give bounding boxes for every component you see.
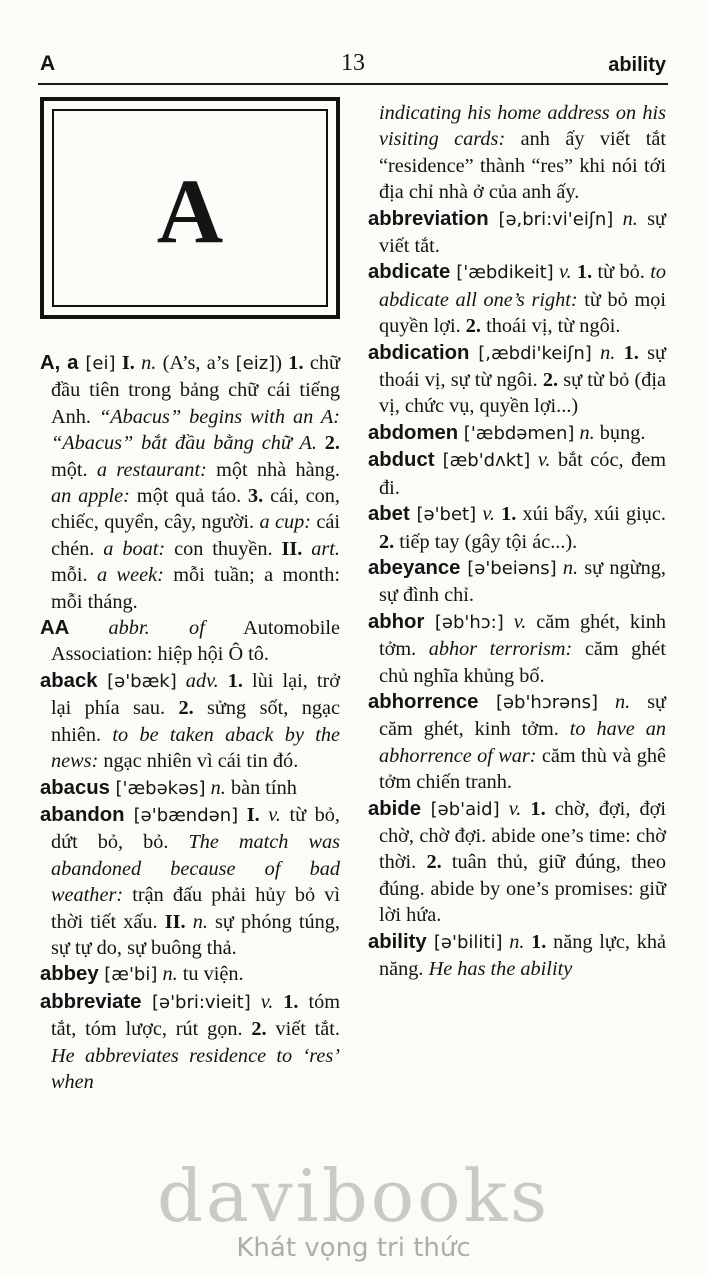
definition-text: sự ngừng, sự đình chỉ.	[379, 556, 666, 607]
section-letter-inner-frame	[52, 109, 328, 307]
italic-text: adv.	[185, 669, 219, 692]
definition-text: một.	[51, 458, 97, 481]
definition-text: (A’s, a’s	[156, 352, 236, 374]
headword: abbreviate	[40, 990, 152, 1013]
headword: abide	[368, 797, 431, 820]
definition-text: tóm tắt, tóm lược, rút gọn.	[51, 990, 340, 1041]
sense-number: 2.	[542, 369, 564, 392]
dictionary-entry	[368, 447, 666, 501]
definition-text: từ bỏ, dứt bỏ, bỏ.	[51, 803, 341, 854]
headword: aback	[40, 669, 108, 692]
sense-number: 1.	[288, 352, 310, 374]
sense-number: 2.	[465, 315, 487, 338]
definition-text: căm ghét chủ nghĩa khủng bố.	[379, 638, 667, 687]
headword: AA	[40, 617, 109, 640]
entry-continuation	[368, 100, 666, 206]
definition-text: Automobile Association: hiệp hội Ô tô.	[51, 617, 340, 666]
sense-number: II.	[164, 910, 193, 933]
headword: A, a	[40, 352, 86, 374]
sense-number: 1.	[494, 503, 523, 526]
definition-text: từ bỏ mọi quyền lợi.	[379, 288, 667, 338]
definition-text: sự từ bỏ (địa vị, chức vụ, quyền lợi...)	[379, 369, 666, 418]
pronunciation: [əb'hɔrəns]	[495, 691, 599, 713]
sense-number: 3.	[248, 485, 271, 508]
italic-text: n.	[579, 421, 595, 444]
definition-text: một quả táo.	[129, 485, 249, 508]
italic-text: v.	[508, 797, 522, 820]
sense-number: 2.	[316, 432, 341, 455]
pronunciation: [ə'bet]	[416, 504, 477, 526]
definition-text: viết tắt.	[275, 1018, 341, 1041]
definition-text	[251, 991, 261, 1013]
definition-text: chờ, đợi, đợi chờ, chờ đợi. abide one’s time: chờ thời.	[379, 797, 667, 874]
dictionary-entry	[368, 501, 666, 555]
dictionary-entry	[368, 555, 666, 609]
watermark-brand: davibooks	[156, 1154, 551, 1238]
dictionary-entry	[368, 609, 666, 689]
italic-text: n.	[562, 556, 579, 579]
sense-number: 2.	[379, 530, 400, 553]
italic-text: “Abacus” begins with an A: “Abacus” bắt đầu bằng chữ A.	[51, 405, 340, 455]
definition-text	[177, 670, 186, 692]
headword: abduct	[368, 449, 443, 472]
italic-text: to abdicate all one’s right:	[379, 261, 667, 311]
headword: abhorrence	[368, 690, 496, 713]
page-number: 13	[341, 50, 365, 76]
pronunciation: [ə,bri:vi'eiʃn]	[498, 208, 614, 230]
italic-text: indicating his home address on his visiting cards:	[379, 102, 666, 151]
sense-number: 1.	[218, 669, 252, 692]
left-column	[40, 350, 340, 1095]
definition-text: mỗi tuần; a month: mỗi tháng.	[51, 564, 340, 613]
italic-text: v.	[482, 503, 495, 526]
header-guide-word: ability	[608, 54, 666, 76]
dictionary-entry	[368, 796, 666, 929]
dictionary-entry	[368, 259, 666, 339]
definition-text: sự thoái vị, sự từ ngôi.	[379, 341, 666, 392]
definition-text: trận đấu phải hủy bỏ vì thời tiết xấu.	[51, 884, 340, 933]
definition-text: sự căm ghét, kinh tởm.	[379, 690, 666, 741]
definition-text: chữ đầu tiên trong bảng chữ cái tiếng Anh.	[51, 352, 340, 428]
definition-text: căm ghét, kinh tởm.	[379, 610, 666, 661]
dictionary-entry	[40, 350, 340, 615]
watermark-tagline: Khát vọng tri thức	[236, 1233, 471, 1263]
definition-text: từ bỏ.	[597, 261, 651, 284]
pronunciation: [ə'bri:vieit]	[152, 991, 251, 1013]
pronunciation: [eiz]	[235, 353, 276, 374]
definition-text: cái chén.	[51, 511, 341, 560]
sense-number: 1.	[273, 990, 309, 1013]
right-column	[368, 100, 666, 982]
italic-text: v.	[513, 610, 527, 633]
pronunciation: [ei]	[85, 353, 116, 374]
definition-text: căm thù và ghê tởm chiến tranh.	[379, 744, 666, 794]
headword: abdomen	[368, 421, 464, 444]
headword: abacus	[40, 776, 116, 799]
headword: abdication	[368, 341, 479, 364]
italic-text: abbr. of	[108, 617, 205, 640]
dictionary-entry	[368, 420, 666, 447]
definition-text	[598, 691, 615, 713]
italic-text: a week:	[97, 564, 164, 587]
dictionary-entry	[40, 668, 340, 775]
sense-number: 1.	[615, 341, 648, 364]
pronunciation: [ə'biliti]	[433, 931, 503, 953]
definition-text	[530, 449, 538, 471]
header-rule	[38, 83, 668, 85]
italic-text: art.	[311, 537, 340, 560]
definition-text: mỗi.	[51, 564, 98, 587]
italic-text: v.	[268, 803, 281, 826]
definition-text: sự viết tắt.	[379, 207, 666, 258]
section-letter: A	[156, 160, 224, 262]
pronunciation: [ə'beiəns]	[467, 557, 557, 579]
definition-text	[592, 342, 600, 364]
italic-text: to have an abhorrence of war:	[379, 718, 666, 767]
italic-text: n.	[192, 910, 208, 933]
italic-text: n.	[614, 690, 631, 713]
italic-text: n.	[622, 207, 638, 230]
italic-text: abhor terrorism:	[428, 638, 573, 661]
pronunciation: ['æbəkəs]	[115, 777, 206, 799]
headword: abeyance	[368, 556, 468, 579]
italic-text: n.	[141, 352, 157, 374]
italic-text: v.	[559, 261, 572, 284]
headword: abet	[368, 503, 417, 526]
pronunciation: [æb'dʌkt]	[442, 450, 531, 472]
dictionary-entry	[368, 340, 666, 420]
sense-number: II.	[281, 537, 312, 560]
italic-text: to be taken aback by the news:	[51, 723, 340, 773]
italic-text: n.	[600, 341, 616, 364]
italic-text: a restaurant:	[96, 458, 207, 481]
pronunciation: [əb'aid]	[430, 798, 500, 820]
definition-text: tiếp tay (gây tội ác...).	[399, 530, 578, 553]
definition-text	[500, 798, 509, 820]
sense-number: 1.	[571, 261, 598, 284]
sense-number: 1.	[524, 930, 554, 953]
dictionary-entry	[40, 802, 340, 961]
italic-text: He abbreviates residence to ‘res’ when	[51, 1044, 340, 1093]
header-letter: A	[40, 52, 56, 75]
italic-text: an apple:	[51, 485, 130, 508]
italic-text: n.	[210, 776, 226, 799]
italic-text: He has the ability	[428, 958, 573, 980]
sense-number: 1.	[521, 797, 555, 820]
headword: abdicate	[368, 261, 457, 284]
headword: ability	[368, 930, 434, 953]
section-letter-box	[40, 97, 340, 319]
definition-text: một nhà hàng.	[206, 458, 340, 481]
dictionary-entry	[40, 989, 340, 1096]
definition-text: bụng.	[594, 421, 646, 444]
italic-text: The match was abandoned because of bad weather:	[51, 831, 341, 907]
definition-text: sự phóng túng, sự tự do, sự buông thả.	[51, 910, 340, 959]
italic-text: v.	[537, 449, 551, 472]
pronunciation: ['æbdəmen]	[463, 422, 575, 444]
definition-text: con thuyền.	[165, 537, 282, 560]
definition-text: tu viện.	[177, 963, 244, 986]
italic-text: n.	[509, 930, 525, 953]
definition-text	[613, 208, 622, 230]
sense-number: I.	[238, 803, 269, 826]
definition-text: xúi bẩy, xúi giục.	[522, 503, 666, 526]
definition-text: )	[275, 352, 289, 374]
headword: abandon	[40, 803, 134, 826]
pronunciation: [ə'bændən]	[133, 804, 239, 826]
definition-text	[504, 611, 514, 633]
italic-text: a boat:	[103, 537, 166, 560]
dictionary-entry	[368, 929, 666, 983]
sense-number: 2.	[251, 1018, 276, 1041]
definition-text: ngạc nhiên vì cái tin đó.	[98, 750, 299, 773]
headword: abbreviation	[368, 207, 499, 230]
italic-text: v.	[260, 990, 274, 1013]
headword: abbey	[40, 963, 105, 986]
sense-number: I.	[115, 352, 142, 374]
definition-text: bắt cóc, đem đi.	[379, 449, 666, 499]
definition-text: cái, con, chiếc, quyển, cây, người.	[51, 485, 341, 534]
sense-number: 2.	[178, 697, 208, 720]
italic-text: n.	[162, 963, 178, 986]
definition-text: anh ấy viết tắt “residence” thành “res” khi nói tới địa chỉ nhà ở của anh ấy.	[379, 128, 667, 204]
sense-number: 2.	[426, 851, 452, 874]
pronunciation: [æ'bi]	[104, 964, 158, 986]
definition-text: sửng sốt, ngạc nhiên.	[51, 697, 340, 746]
pronunciation: [əb'hɔ:]	[434, 611, 504, 633]
definition-text: thoái vị, từ ngôi.	[486, 315, 621, 338]
definition-text: năng lực, khả năng.	[379, 930, 666, 980]
dictionary-entry	[40, 961, 340, 988]
definition-text: bàn tính	[225, 776, 297, 799]
pronunciation: ['æbdikeit]	[456, 262, 554, 284]
italic-text: a cup:	[259, 511, 312, 534]
dictionary-entry	[368, 689, 666, 796]
pronunciation: [,æbdi'keiʃn]	[478, 342, 592, 364]
dictionary-entry	[40, 615, 340, 668]
headword: abhor	[368, 610, 435, 633]
dictionary-entry	[40, 775, 340, 802]
pronunciation: [ə'bæk]	[107, 670, 177, 692]
page-header	[40, 50, 666, 80]
dictionary-entry	[368, 206, 666, 260]
definition-text: tuân thủ, giữ đúng, theo đúng. abide by one’s promises: giữ lời hứa.	[379, 851, 666, 927]
definition-text: lùi lại, trở lại phía sau.	[51, 669, 340, 720]
